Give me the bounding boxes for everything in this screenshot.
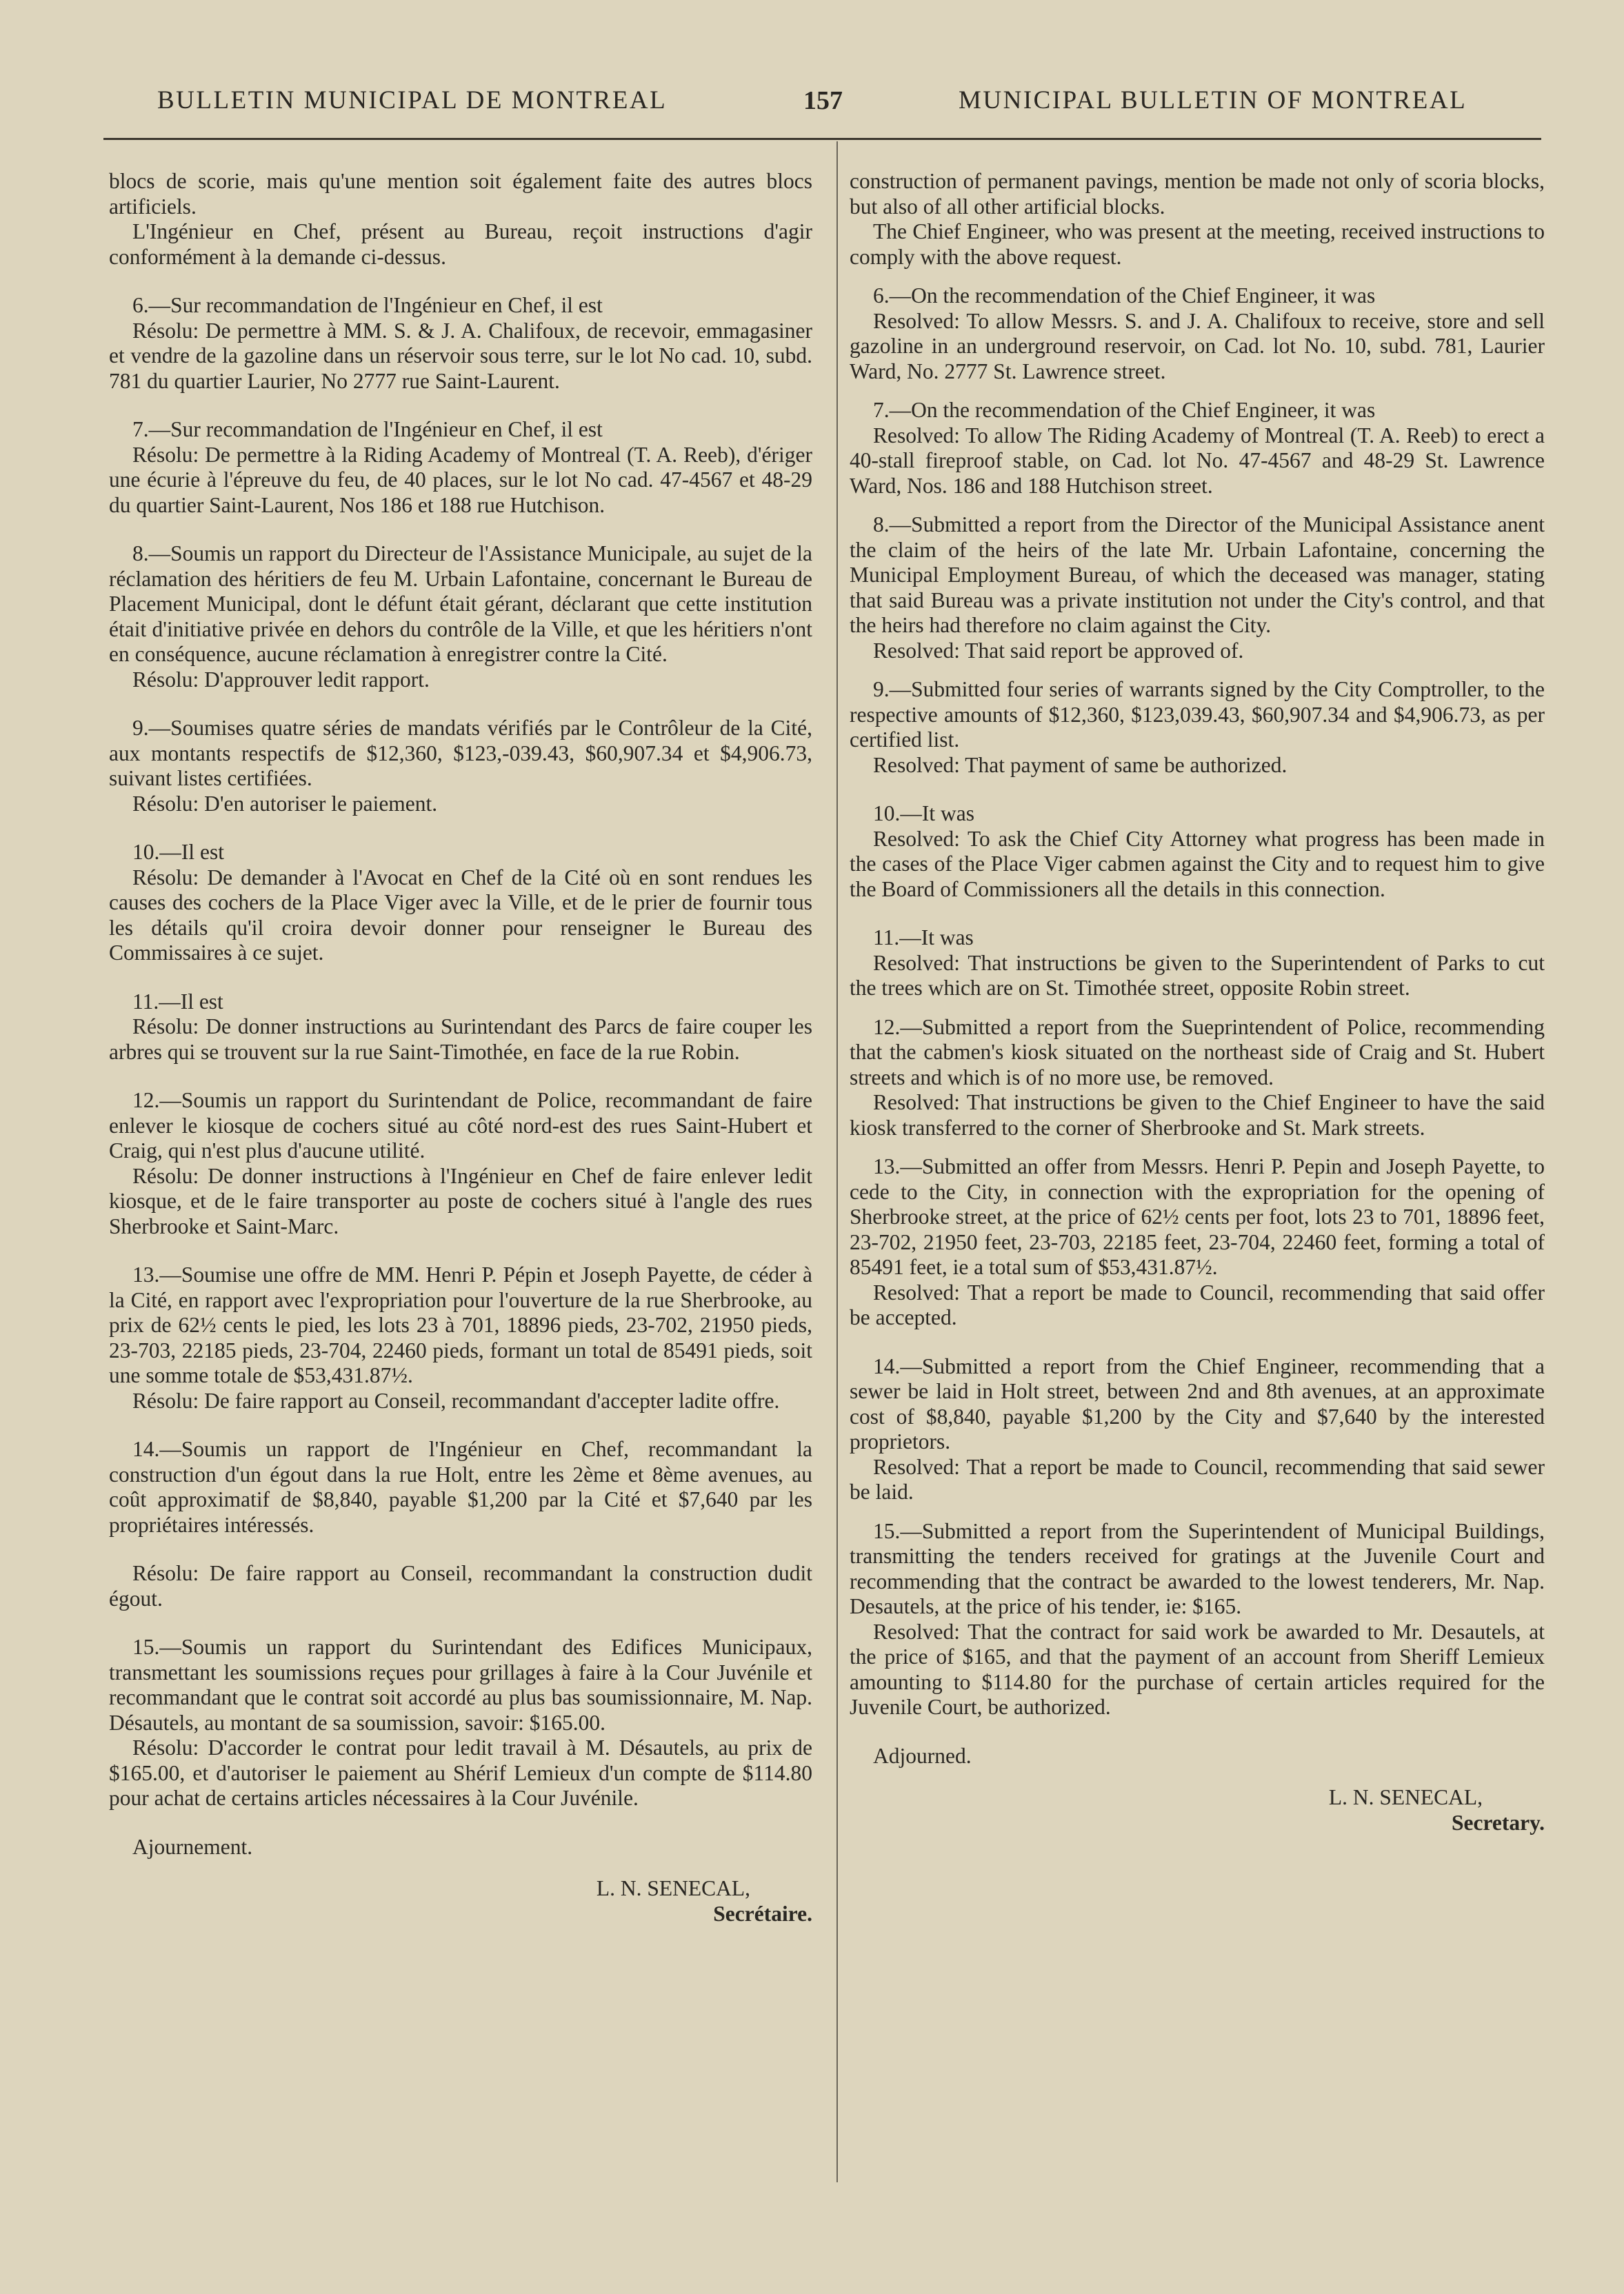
english-paragraph: 11.—It was [873,925,974,949]
english-paragraph: Resolved: That instructions be given to the Chief Engineer to have the said kiosk transferred to the corner of Sherbrooke and St. Mark streets. [850,1090,1545,1140]
english-paragraph: construction of permanent pavings, mention be made not only of scoria blocks, but also of all other artificial blocks. [850,169,1545,219]
english-paragraph: 10.—It was [873,801,974,825]
french-paragraph: Résolu: De permettre à MM. S. & J. A. Chalifoux, de recevoir, emmagasiner et vendre de la gazoline dans un réservoir sous terre, sur le lot No cad. 10, subd. 781 du quartier Laurier, No 2777 rue Saint-Laurent. [109,318,812,393]
french-paragraph: Résolu: De donner instructions au Surintendant des Parcs de faire couper les arbres qui se trouvent sur la rue Saint-Timothée, en face de la rue Robin. [109,1014,812,1064]
column-divider [836,141,838,2182]
english-paragraph: Adjourned. [873,1743,972,1768]
french-paragraph: Résolu: D'en autoriser le paiement. [132,791,438,816]
english-paragraph: 14.—Submitted a report from the Chief Engineer, recommending that a sewer be laid in Holt street, between 2nd and 8th avenues, at an approximate cost of $8,840, payable $1,200 by the City and $7,640 by the interested proprietors. [850,1354,1545,1453]
page-number: 157 [803,86,843,115]
english-column [850,169,1545,1835]
french-paragraph: Résolu: De donner instructions à l'Ingénieur en Chef de faire enlever ledit kiosque, et de le faire transporter au poste de cochers situé à l'angle des rues Sherbrooke et Saint-Marc. [109,1163,812,1238]
english-paragraph: 15.—Submitted a report from the Superintendent of Municipal Buildings, transmitting the tenders received for gratings at the Juvenile Court and recommending that the contract be awarded to the lowest tenderers, Mr. Nap. Desautels, at the price of his tender, ie: $165. [850,1518,1545,1618]
french-paragraph: L'Ingénieur en Chef, présent au Bureau, reçoit instructions d'agir conformément à la demande ci-dessus. [109,219,812,269]
english-paragraph: Resolved: That a report be made to Council, recommending that said offer be accepted. [850,1280,1545,1329]
english-paragraph: 13.—Submitted an offer from Messrs. Henri P. Pepin and Joseph Payette, to cede to the City, in connection with the expropriation for the opening of Sherbrooke street, at the price of 62½ cents per foot, lots 23 to 701, 18896 feet, 23-702, 21950 feet, 23-703, 22185 feet, 23-704, 22460 feet, forming a total of 85491 feet, ie a total sum of $53,431.87½. [850,1154,1545,1279]
english-paragraph: Resolved: That the contract for said work be awarded to Mr. Desautels, at the price of $165, and that the payment of an account from Sheriff Lemieux amounting to $114.80 for the purchase of certain articles required for the Juvenile Court, be authorized. [850,1619,1545,1719]
header-english-title: MUNICIPAL BULLETIN OF MONTREAL [959,86,1467,114]
french-paragraph: 6.—Sur recommandation de l'Ingénieur en Chef, il est [132,293,603,317]
french-paragraph: 11.—Il est [132,989,223,1014]
french-paragraph: 10.—Il est [132,840,224,864]
english-paragraph: The Chief Engineer, who was present at the meeting, received instructions to comply with the above request. [850,219,1545,269]
french-paragraph: Résolu: De permettre à la Riding Academy of Montreal (T. A. Reeb), d'ériger une écurie à l'épreuve du feu, de 40 places, sur le lot No cad. 47-4567 et 48-29 du quartier Saint-Laurent, Nos 186 et 188 rue Hutchison. [109,442,812,517]
french-column [109,169,812,1926]
french-paragraph: 14.—Soumis un rapport de l'Ingénieur en Chef, recommandant la construction d'un égout dans la rue Holt, entre les 2ème et 8ème avenues, au coût approximatif de $8,840, payable $1,200 par la Cité et $7,640 par les propriétaires intéressés. [109,1437,812,1537]
english-paragraph: 9.—Submitted four series of warrants signed by the City Comptroller, to the respective amounts of $12,360, $123,039.43, $60,907.34 and $4,906.73, as per certified list. [850,677,1545,752]
english-paragraph: Resolved: That a report be made to Council, recommending that said sewer be laid. [850,1454,1545,1504]
french-signature-title: Secrétaire. [713,1901,812,1926]
french-paragraph: blocs de scorie, mais qu'une mention soit également faite des autres blocs artificiels. [109,169,812,219]
french-paragraph: 9.—Soumises quatre séries de mandats vérifiés par le Contrôleur de la Cité, aux montants respectifs de $12,360, $123,-039.43, $60,907.34 et $4,906.73, suivant listes certifiées. [109,716,812,790]
english-paragraph: Resolved: To allow The Riding Academy of Montreal (T. A. Reeb) to erect a 40-stall fireproof stable, on Cad. lot No. 47-4567 and 48-29 St. Lawrence Ward, Nos. 186 and 188 Hutchison street. [850,423,1545,498]
english-paragraph: 7.—On the recommendation of the Chief Engineer, it was [873,398,1376,422]
french-paragraph: 15.—Soumis un rapport du Surintendant des Edifices Municipaux, transmettant les soumissions reçues pour grillages à faire à la Cour Juvénile et recommandant que le contrat soit accordé au plus bas soumissionnaire, M. Nap. Désautels, au montant de sa soumission, savoir: $165.00. [109,1635,812,1735]
french-paragraph: Résolu: De faire rapport au Conseil, recommandant d'accepter ladite offre. [132,1388,780,1413]
english-paragraph: Resolved: To ask the Chief City Attorney what progress has been made in the cases of the Place Viger cabmen against the City and to request him to give the Board of Commissioners all the details in this connection. [850,826,1545,901]
english-paragraph: 8.—Submitted a report from the Director of the Municipal Assistance anent the claim of the heirs of the late Mr. Urbain Lafontaine, concerning the Municipal Employment Bureau, of which the deceased was manager, stating that said Bureau was a private institution not under the City's control, and that the heirs had therefore no claim against the City. [850,512,1545,637]
english-paragraph: Resolved: That said report be approved of. [873,638,1244,663]
french-paragraph: 12.—Soumis un rapport du Surintendant de Police, recommandant de faire enlever le kiosque de cochers situé au côté nord-est des rues Saint-Hubert et Craig, qui n'est plus d'aucune utilité. [109,1088,812,1163]
french-paragraph: Résolu: De faire rapport au Conseil, recommandant la construction dudit égout. [109,1561,812,1611]
english-signature-title: Secretary. [1452,1810,1545,1835]
page-header [0,0,1624,159]
english-paragraph: 12.—Submitted a report from the Sueprintendent of Police, recommending that the cabmen's kiosk situated on the northeast side of Craig and St. Hubert streets and which is of no more use, be removed. [850,1014,1545,1089]
french-signature-name: L. N. SENECAL, [596,1876,750,1900]
english-paragraph: Resolved: That payment of same be authorized. [873,752,1287,777]
french-paragraph: Résolu: D'approuver ledit rapport. [132,667,430,692]
english-paragraph: Resolved: To allow Messrs. S. and J. A. Chalifoux to receive, store and sell gazoline in an underground reservoir, on Cad. lot No. 10, subd. 781, Laurier Ward, No. 2777 St. Lawrence street. [850,308,1545,383]
french-paragraph: Résolu: De demander à l'Avocat en Chef de la Cité où en sont rendues les causes des cochers de la Place Viger avec la Ville, et de le prier de fournir tous les détails qu'il croira devoir donner pour renseigner le Bureau des Commissaires à ce sujet. [109,865,812,965]
french-paragraph: 7.—Sur recommandation de l'Ingénieur en Chef, il est [132,417,603,441]
french-paragraph: 8.—Soumis un rapport du Directeur de l'Assistance Municipale, au sujet de la réclamation des héritiers de feu M. Urbain Lafontaine, concernant le Bureau de Placement Municipal, dont le défunt était gérant, déclarant que cette institution était d'initiative privée en dehors du contrôle de la Ville, et que les héritiers n'ont en conséquence, aucune réclamation à enregistrer contre la Cité. [109,541,812,666]
english-signature-name: L. N. SENECAL, [1328,1785,1483,1809]
french-paragraph: 13.—Soumise une offre de MM. Henri P. Pépin et Joseph Payette, de céder à la Cité, en rapport avec l'expropriation pour l'ouverture de la rue Sherbrooke, au prix de 62½ cents le pied, les lots 23 à 701, 18896 pieds, 23-702, 21950 pieds, 23-703, 22185 pieds, 23-704, 22460 pieds, formant un total de 85491 pieds, soit une somme totale de $53,431.87½. [109,1262,812,1387]
header-rule [103,138,1541,140]
english-paragraph: 6.—On the recommendation of the Chief Engineer, it was [873,283,1376,308]
french-paragraph: Ajournement. [132,1834,253,1859]
french-paragraph: Résolu: D'accorder le contrat pour ledit travail à M. Désautels, au prix de $165.00, et d'autoriser le paiement au Shérif Lemieux d'un compte de $114.80 pour achat de certains articles nécessaires à la Cour Juvénile. [109,1735,812,1810]
english-paragraph: Resolved: That instructions be given to the Superintendent of Parks to cut the trees which are on St. Timothée street, opposite Robin street. [850,950,1545,1000]
header-french-title: BULLETIN MUNICIPAL DE MONTREAL [157,86,668,114]
